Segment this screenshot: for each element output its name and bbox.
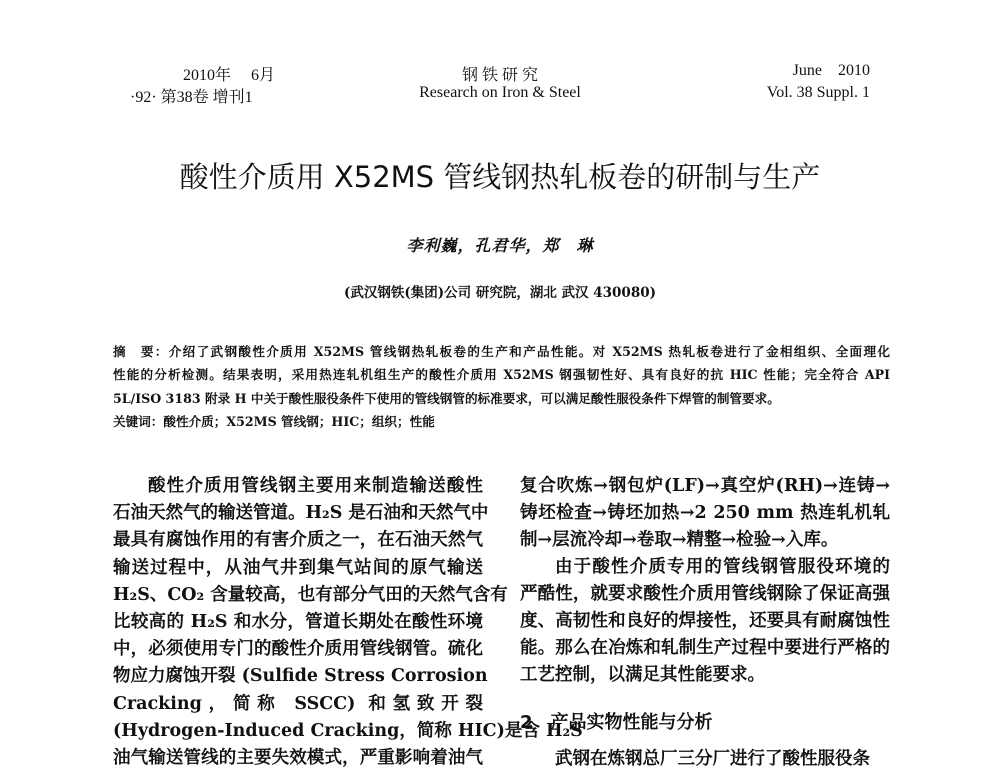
body-line: 武钢在炼钢总厂三分厂进行了酸性服役条 <box>555 749 870 769</box>
header-volume-en: Vol. 38 Suppl. 1 <box>766 84 870 101</box>
header-page-volume-cn: ·92· 第38卷 增刊1 <box>130 89 253 106</box>
body-line: 严酷性，就要求酸性介质用管线钢除了保证高强 <box>520 584 890 604</box>
body-line: 由于酸性介质专用的管线钢管服役环境的 <box>555 557 890 577</box>
body-line: Cracking，简称 SSCC) 和氢致开裂 <box>113 693 483 714</box>
abstract-line: 5L/ISO 3183 附录 H 中关于酸性服役条件下使用的管线钢管的标准要求，可以满足酸性服役条件下焊管的制管要求。 <box>113 391 780 406</box>
journal-name-en: Research on Iron & Steel <box>419 84 581 101</box>
paper-title: 酸性介质用 X52MS 管线钢热轧板卷的研制与生产 <box>179 160 821 194</box>
body-line: 酸性介质用管线钢主要用来制造输送酸性 <box>148 476 483 496</box>
body-line: 石油天然气的输送管道。H₂S 是石油和天然气中 <box>113 503 489 524</box>
journal-name-cn: 钢 铁 研 究 <box>461 67 538 84</box>
abstract-line: 性能的分析检测。结果表明，采用热连轧机组生产的酸性介质用 X52MS 钢强韧性好、具有良好的抗 HIC 性能；完全符合 API <box>113 367 890 382</box>
body-line: 铸坯检查→铸坯加热→2 250 mm 热连轧机轧 <box>520 503 890 523</box>
body-line: 最具有腐蚀作用的有害介质之一，在石油天然气 <box>113 530 483 551</box>
body-line: 制→层流冷却→卷取→精整→检验→入库。 <box>520 530 839 550</box>
header-date-cn: 2010年 6月 <box>183 67 276 84</box>
body-line: 比较高的 H₂S 和水分，管道长期处在酸性环境 <box>113 612 483 632</box>
body-line: 中，必须使用专门的酸性介质用管线钢管。硫化 <box>113 639 483 660</box>
abstract-line: 摘 要：介绍了武钢酸性介质用 X52MS 管线钢热轧板卷的生产和产品性能。对 X52MS 热轧板卷进行了金相组织、全面理化 <box>113 344 890 359</box>
body-line: 度、高韧性和良好的焊接性，还要具有耐腐蚀性 <box>520 611 890 631</box>
keywords: 关键词：酸性介质；X52MS 管线钢；HIC；组织；性能 <box>113 414 435 429</box>
body-line: (Hydrogen-Induced Cracking，简称 HIC)是含 H₂S <box>113 720 583 741</box>
body-line: 油气输送管线的主要失效模式，严重影响着油气 <box>113 748 483 768</box>
body-line: 物应力腐蚀开裂 (Sulfide Stress Corrosion <box>113 666 488 687</box>
body-line: H₂S、CO₂ 含量较高，也有部分气田的天然气含有 <box>113 584 508 605</box>
authors: 李利巍，孔君华，郑 琳 <box>406 236 594 255</box>
header-date-en: June 2010 <box>792 62 870 79</box>
section-heading: 2 产品实物性能与分析 <box>520 712 713 733</box>
body-line: 能。那么在冶炼和轧制生产过程中要进行严格的 <box>520 638 890 658</box>
body-line: 工艺控制，以满足其性能要求。 <box>520 665 765 685</box>
affiliation: (武汉钢铁(集团)公司 研究院，湖北 武汉 430080) <box>343 285 656 301</box>
body-line: 输送过程中，从油气井到集气站间的原气输送 <box>113 557 483 578</box>
body-line: 复合吹炼→钢包炉(LF)→真空炉(RH)→连铸→ <box>520 476 890 496</box>
